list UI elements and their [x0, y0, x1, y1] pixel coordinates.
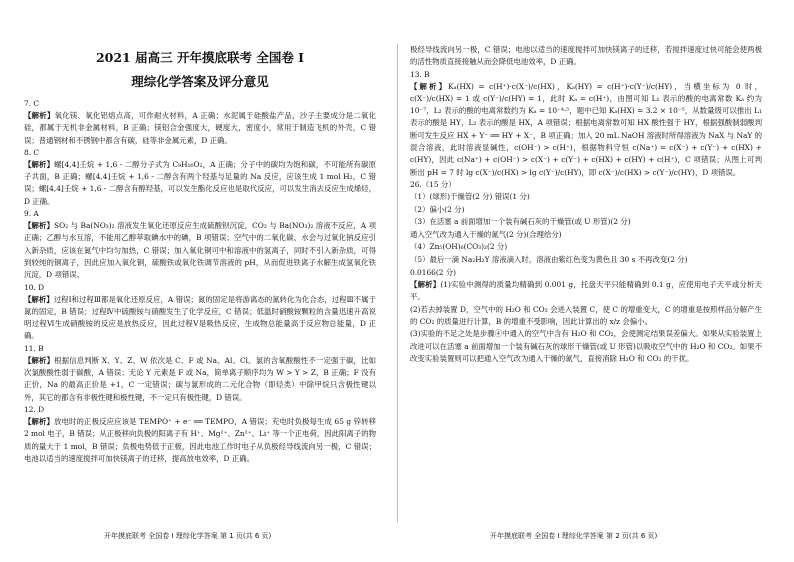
page-footer-right: 开年摸底联考 全国卷 I 理综化学答案 第 2 页(共 6 页) — [490, 532, 658, 540]
answer-item: 0.0166(2 分) — [410, 267, 457, 277]
analysis-tag: 【解析】 — [410, 81, 449, 91]
column-divider — [397, 44, 398, 522]
right-page — [410, 44, 762, 365]
question-11 — [24, 343, 376, 404]
analysis-tag: 【解析】 — [24, 159, 55, 169]
analysis-paragraph: 【解析】(1)实验中测得的质量均精确到 0.001 g，托盘天平只能精确到 0.1 g，应使用电子天平或分析天平。 — [410, 280, 762, 302]
question-analysis: 【解析】螺[4,4]壬烷 + 1,6 - 二醇分子式为 C₉H₁₆O₂，A 正确；分子中的碳均为饱和碳，不可能所有碳原子共面，B 正确；螺[4,4]壬烷 + 1,6 - 二醇含有两个羟基与足量的 Na 反应，应该生成 1 mol H₂，C 错误；螺[4,4]壬烷 + 1,6 - 二醇含有醇羟基，可以发生酯化反应也是取代反应，可以发生消去反应生成烯烃，D 正确。 — [24, 159, 376, 206]
question-12 — [24, 404, 376, 465]
analysis-tag: 【解析】 — [24, 294, 54, 304]
question-analysis: 【解析】氧化镁、氧化铝熔点高，可作耐火材料，A 正确；水泥属于硅酸盐产品，沙子主要成分是二氧化硅，都属于无机非金属材料，B 正确；镁铝合金强度大，硬度大，密度小，常用于制造飞机的外壳，C 错误；普通钢材和不锈钢中都含有碳，硅等非金属元素，D 正确。 — [24, 111, 376, 145]
answer-item: （3）在活塞 a 前面增加一个装有碱石灰的干燥管(或 U 形管)(2 分) — [410, 217, 631, 227]
question-number: 13. B — [410, 69, 430, 79]
question-8 — [24, 147, 376, 208]
question-10 — [24, 282, 376, 343]
question-13 — [410, 69, 762, 179]
page-footer-left: 开年摸底联考 全国卷 I 理综化学答案 第 1 页(共 6 页) — [104, 532, 272, 540]
analysis-tag: 【解析】 — [24, 355, 55, 365]
question-analysis: 【解析】Kₐ(HX) = c(H⁺)·c(X⁻)/c(HX)，Kₐ(HY) = c(H⁺)·c(Y⁻)/c(HY)，当横坐标为 0 时，c(X⁻)/c(HX) = 1 或 c(Y⁻)/c(HY) = 1，此时 Kₐ = c(H⁺)，由图可知 L₁ 表示的酸的电离常数 Kₐ 约为 10⁻⁷，L₂ 表示的酸的电离常数约为 Kₐ = 10⁻⁴·⁵，题中已知 Kₐ(HX) = 3.2 × 10⁻⁵，从数量级可以推出 L₁ 表示的酸是 HY，L₂ 表示的酸是 HX，A 项错误；根据电离常数可知 HX 酸性强于 HY，根据强酸制弱酸判断可发生反应 HX + Y⁻ ══ HY + X⁻，B 项正确；加入 20 mL NaOH 溶液时所得溶液为 NaX 与 NaY 的混合溶液，此时溶液显碱性，c(OH⁻) > c(H⁺)，根据物料守恒 c(Na⁺) = c(X⁻) + c(Y⁻) + c(HX) + c(HY)，因此 c(Na⁺) + c(OH⁻) > c(X⁻) + c(Y⁻) + c(HX) + c(HY) + c(H⁺)，C 项错误；从图上可判断出 pH = 7 时 lg c(X⁻)/c(HX) > lg c(Y⁻)/c(HY)，即 c(X⁻)/c(HX) > c(Y⁻)/c(HY)，D 项错误。 — [410, 81, 762, 177]
answer-item: （4）Zn₅(OH)₆(CO₃)₂(2 分) — [410, 242, 508, 252]
analysis-tag: 【解析】 — [24, 111, 55, 120]
left-page — [24, 44, 376, 465]
analysis-tag: 【解析】 — [410, 280, 441, 290]
question-number: 7. C — [24, 99, 40, 108]
question-analysis: 【解析】SO₂ 与 Ba(NO₃)₂ 溶液发生氧化还原反应生成硫酸钡沉淀，CO₂ 与 Ba(NO₃)₂ 溶液不反应，A 项正确；乙醇与水互溶，不能用乙醇萃取碘水中的碘，B 项错误；空气中的二氧化碳、水会与过氧化钠反应引入新杂质，应该在氮气中均匀加热，C 错误；加入氧化铜可中和溶液中的氢离子，同时不引入新杂质，可得到较纯的铜离子，因此应加入氧化铜，硫酸铁或氧化铁调节溶液的 pH，从而促进铁离子水解生成氢氧化铁沉淀，D 项错误。 — [24, 221, 376, 280]
question-12-continuation: 极经导线流向另一极，C 错误；电池以适当的速度搅拌可加快镁离子的迁移，若搅拌速度过快可能会使两极的活性物质直接接触从而会降低电池效率，D 正确。 — [410, 45, 762, 67]
analysis-paragraph: (2)若去掉装置 D，空气中的 H₂O 和 CO₂ 会进入装置 C，使 C 的增重变大，C 的增重是按照样品分解产生的 CO₂ 的质量进行计算，B 的增重不受影响，因此计算出的 x/z 会偏小。 — [410, 304, 762, 327]
analysis-tag: 【解析】 — [24, 221, 55, 231]
question-26 — [410, 179, 762, 365]
answer-item: （1）(球形)干燥管(2 分) 错误(1 分) — [410, 191, 530, 201]
page-subtitle: 理综化学答案及评分意见 — [131, 74, 269, 89]
analysis-paragraph: (3)实验的不足之处是步骤④中通入的空气中含有 H₂O 和 CO₂，会使测定结果误差偏大。如果从实验装置上改进可以在活塞 a 前面增加一个装有碱石灰的球形干燥管(或 U 形管)以吸收空气中的 H₂O 和 CO₂。如果不改变实验装置则可以把通入空气改为通入干燥的氮气，直接消除 H₂O 和 CO₂ 的干扰。 — [410, 329, 762, 363]
answer-item: （2）偏小(2 分) — [410, 204, 465, 214]
analysis-tag: 【解析】 — [24, 416, 55, 426]
question-number: 10. D — [24, 282, 45, 292]
answer-item: （5）最后一滴 Na₂H₂Y 溶液滴入时，溶液由紫红色变为黄色且 30 s 不再改变(2 分) — [410, 254, 688, 264]
question-analysis: 【解析】过程Ⅰ和过程Ⅲ都是氧化还原反应，A 错误；氮的固定是将游离态的氮转化为化合态，过程Ⅲ不属于氮的固定，B 错误；过程Ⅳ中硫酸铵与硝酸发生了化学反应，C 错误；低温时硝酸铵颗粒的含量迅速升高说明过程Ⅵ生成硝酸铵的反应是放热反应，因此过程Ⅴ是吸热反应，生成物总能量高于反应物总能量，D 正确。 — [24, 294, 376, 341]
question-number: 9. A — [24, 209, 39, 219]
page-title: 2021 届高三 开年摸底联考 全国卷 I — [95, 50, 305, 65]
question-number: 12. D — [24, 404, 45, 414]
answer-item: 通入空气改为通入干燥的氮气(2 分)(合理给分) — [410, 229, 562, 239]
question-7 — [24, 98, 376, 147]
question-number: 11. B — [24, 343, 44, 353]
question-number: 26.（15 分） — [410, 179, 456, 189]
question-9 — [24, 208, 376, 281]
question-analysis: 【解析】放电时的正极反应应该是 TEMPO⁺ + e⁻ ══ TEMPO，A 错误；充电时负极每生成 65 g 锌转移 2 mol 电子，B 错误；从正极移向负极的阳离子有 H⁺、Mg²⁺、Zn²⁺、Li⁺ 等一个正电荷，因此阳离子的物质的量大于 1 mol，B 错误；负极电势低于正极，因此电池工作时电子从负极经导线流向另一极，C 错误；电池以适当的速度搅拌可加快镁离子的迁移，提高放电效率，D 正确。 — [24, 416, 376, 463]
question-number: 8. C — [24, 147, 40, 157]
question-analysis: 【解析】根据信息判断 X、Y、Z、W 依次是 C、F 或 Na、Al、Cl。氯的含氧酸酸性不一定强于碳，比如次氯酸酸性弱于碳酸，A 错误；无论 Y 元素是 F 或 Na，简单离子顺序均为 W > Y > Z，B 正确；F 没有正价，Na 的最高正价是 +1，C 一定错误；碳与氯形成的二元化合物（即烃类）中除甲烷只含极性键以外，其它的都含有非极性键和极性键，不一定只有极性键，D 错误。 — [24, 355, 376, 402]
